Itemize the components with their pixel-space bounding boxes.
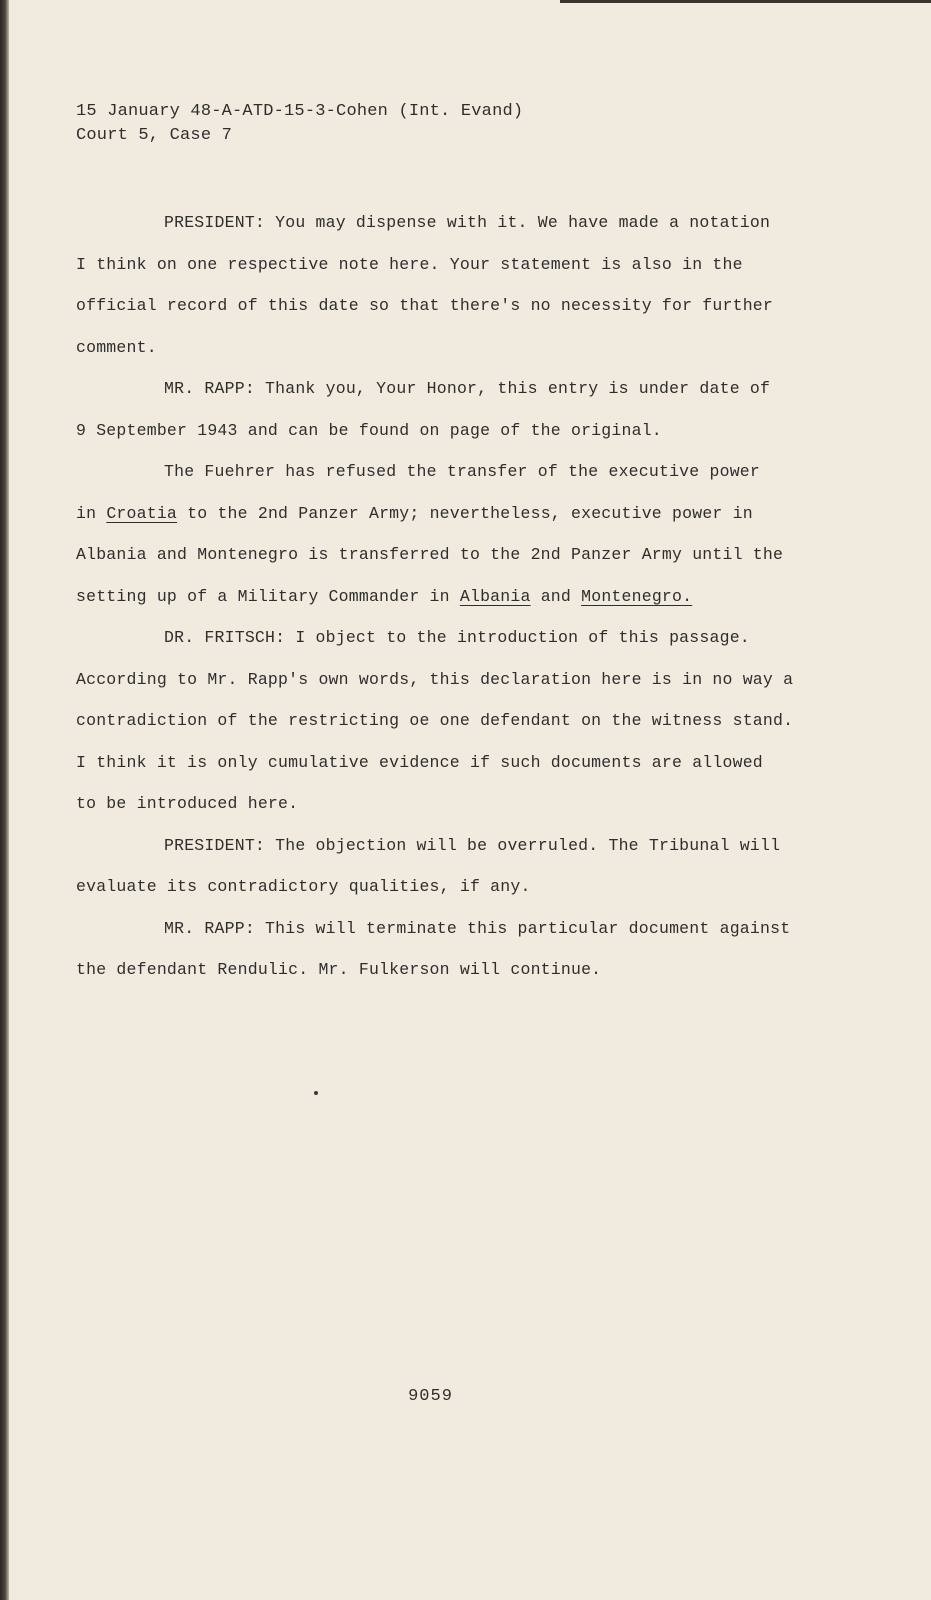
text-line: contradiction of the restricting oe one defendant on the witness stand. — [76, 711, 794, 730]
text-line: I think on one respective note here. Your statement is also in the — [76, 254, 743, 274]
text-line: PRESIDENT: You may dispense with it. We have made a notation — [164, 213, 771, 232]
text-line: DR. FRITSCH: I object to the introduction of this passage. — [164, 628, 750, 647]
paragraph-fritsch — [76, 617, 796, 825]
text-fragment: setting up of a Military Commander in — [76, 586, 460, 606]
paragraph-quoted-entry — [76, 451, 796, 617]
page-number: 9059 — [408, 1387, 453, 1406]
text-line: Albania and Montenegro is transferred to the 2nd Panzer Army until the — [76, 545, 784, 564]
text-line: official record of this date so that there's no necessity for further — [76, 296, 774, 315]
text-line: 9 September 1943 and can be found on page of the original. — [76, 420, 662, 440]
text-line: According to Mr. Rapp's own words, this declaration here is in no way a — [76, 669, 794, 689]
paragraph-president-2 — [76, 825, 796, 908]
text-line: evaluate its contradictory qualities, if any. — [76, 877, 531, 896]
ink-dot — [314, 1091, 318, 1095]
text-line: MR. RAPP: This will terminate this particular document against — [164, 918, 791, 938]
text-line: MR. RAPP: Thank you, Your Honor, this entry is under date of — [164, 379, 771, 398]
paragraph-president-1 — [76, 202, 796, 368]
text-line: to be introduced here. — [76, 794, 299, 813]
text-fragment: to the 2nd Panzer Army; nevertheless, executive power in — [177, 503, 753, 523]
text-line: I think it is only cumulative evidence if such documents are allowed — [76, 752, 763, 772]
text-line — [76, 576, 796, 618]
text-line — [76, 493, 796, 535]
text-line: comment. — [76, 337, 157, 357]
paragraph-rapp-2 — [76, 908, 796, 991]
underlined-montenegro: Montenegro. — [581, 586, 693, 606]
transcript-body — [76, 202, 796, 991]
header-line-1: 15 January 48-A-ATD-15-3-Cohen (Int. Evand) — [76, 102, 524, 121]
header-line-2: Court 5, Case 7 — [76, 126, 233, 145]
text-line: the defendant Rendulic. Mr. Fulkerson will continue. — [76, 960, 602, 979]
underlined-albania: Albania — [459, 586, 531, 606]
binding-edge — [0, 0, 9, 1600]
text-line: PRESIDENT: The objection will be overruled. The Tribunal will — [164, 835, 781, 855]
top-edge-shadow — [560, 0, 931, 3]
underlined-croatia: Croatia — [106, 503, 178, 523]
text-fragment: and — [530, 586, 582, 606]
paragraph-rapp-1 — [76, 368, 796, 451]
text-line: The Fuehrer has refused the transfer of the executive power — [164, 462, 760, 481]
document-header — [76, 100, 523, 148]
text-fragment: in — [76, 503, 107, 523]
